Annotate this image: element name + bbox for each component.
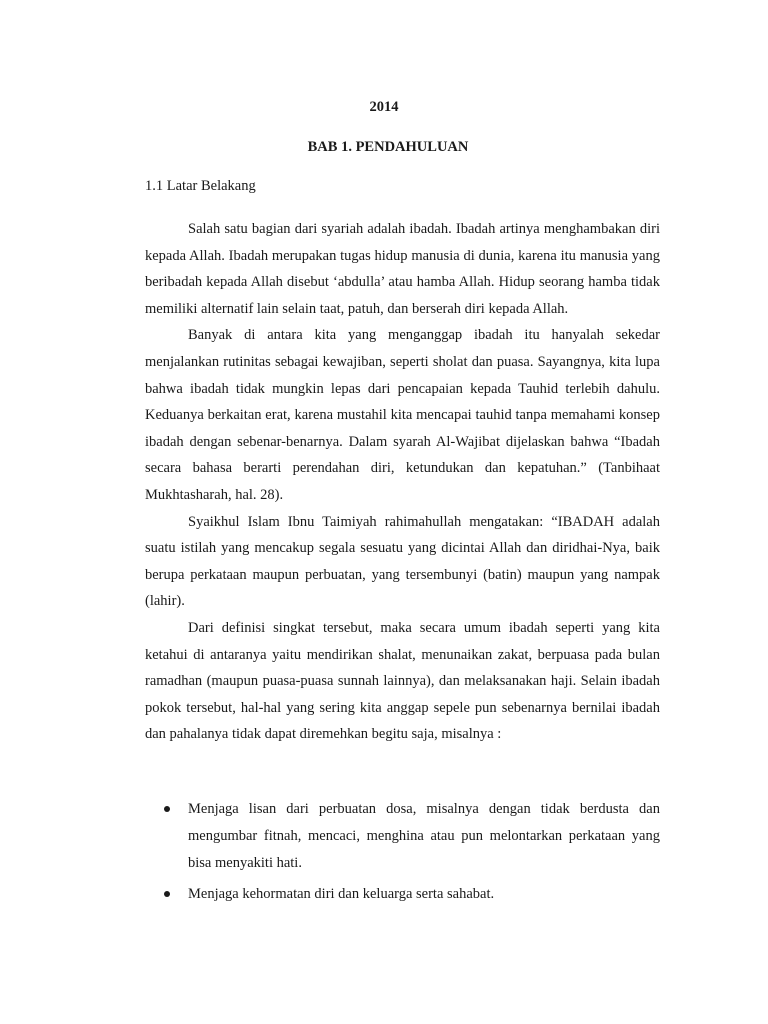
list-item-text: Menjaga kehormatan diri dan keluarga serta sahabat. — [188, 886, 495, 902]
bullet-dot-icon — [164, 891, 170, 897]
paragraph: Syaikhul Islam Ibnu Taimiyah rahimahullah mengatakan: “IBADAH adalah suatu istilah yang mencakup segala sesuatu yang dicintai Allah dan diridhai-Nya, baik berupa perkataan maupun perbuatan, yang tersembunyi (batin) maupun yang nampak (lahir). — [145, 513, 660, 610]
list-item-text: Menjaga lisan dari perbuatan dosa, misalnya dengan tidak berdusta dan mengumbar fitnah, mencaci, menghina atau pun melontarkan perkataan yang bisa menyakiti hati. — [188, 801, 660, 871]
paragraph: Salah satu bagian dari syariah adalah ibadah. Ibadah artinya menghambakan diri kepada Allah. Ibadah merupakan tugas hidup manusia di dunia, karena itu manusia yang beribadah kepada Allah disebut ‘abdulla’ atau hamba Allah. Hidup seorang hamba tidak memiliki alternatif lain selain taat, patuh, dan berserah diri kepada Allah. — [145, 221, 660, 317]
bullet-list — [145, 796, 660, 912]
paragraph: Banyak di antara kita yang menganggap ibadah itu hanyalah sekedar menjalankan rutinitas sebagai kewajiban, seperti sholat dan puasa. Sayangnya, kita lupa bahwa ibadah tidak mungkin lepas dari pencapaian kepada Tauhid terlebih dahulu. Keduanya berkaitan erat, karena mustahil kita mencapai tauhid tanpa memahami konsep ibadah dengan sebenar-benarnya. Dalam syarah Al-Wajibat dijelaskan bahwa “Ibadah secara bahasa berarti perendahan diri, ketundukan dan kepatuhan.” (Tanbihaat Mukhtasharah, hal. 28). — [145, 327, 660, 503]
body-text — [145, 216, 660, 748]
paragraph: Dari definisi singkat tersebut, maka secara umum ibadah seperti yang kita ketahui di antaranya yaitu mendirikan shalat, menunaikan zakat, berpuasa pada bulan ramadhan (maupun puasa-puasa sunnah lainnya), dan melaksanakan haji. Selain ibadah pokok tersebut, hal-hal yang sering kita anggap sepele pun sebenarnya bernilai ibadah dan pahalanya tidak dapat diremehkan begitu saja, misalnya : — [145, 619, 660, 743]
bullet-dot-icon — [164, 806, 170, 812]
list-item — [145, 796, 660, 877]
list-item — [145, 881, 660, 908]
document-year: 2014 — [369, 99, 399, 115]
chapter-title: BAB 1. PENDAHULUAN — [307, 139, 469, 155]
section-title: 1.1 Latar Belakang — [145, 178, 256, 194]
